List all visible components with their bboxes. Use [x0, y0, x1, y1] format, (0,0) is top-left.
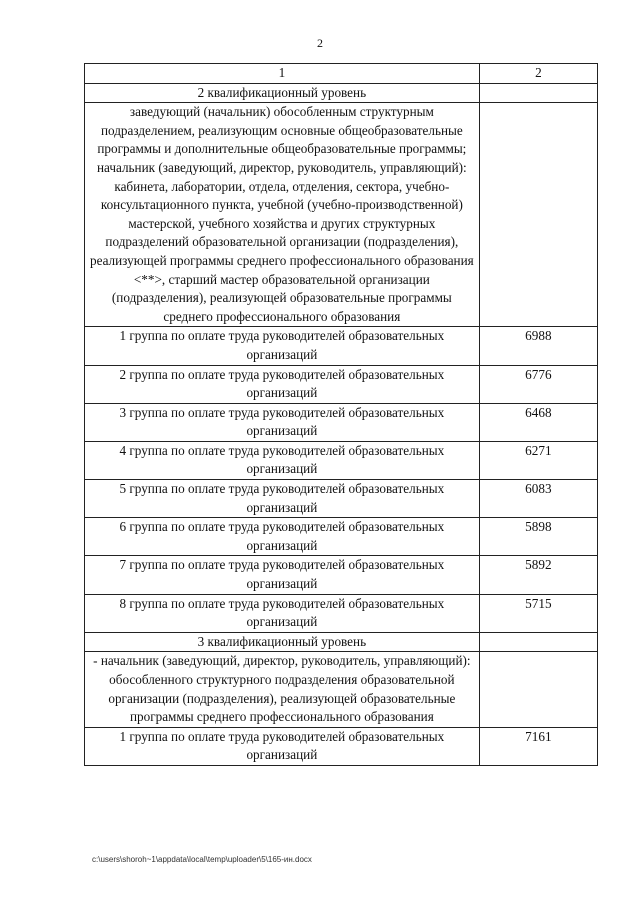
row-value: 6468 [479, 403, 597, 441]
row-label: 1 группа по оплате труда руководителей образовательных организаций [85, 727, 480, 765]
row-value [479, 103, 597, 327]
row-label: 2 группа по оплате труда руководителей образовательных организаций [85, 365, 480, 403]
row-label: - начальник (заведующий, директор, руководитель, управляющий): обособленного структурного подразделения образовательной организации (подразделения), реализующей образовательные программы среднего профессионального образования [85, 652, 480, 727]
row-label: 8 группа по оплате труда руководителей образовательных организаций [85, 594, 480, 632]
table-row [85, 652, 598, 727]
row-value: 6776 [479, 365, 597, 403]
row-value: 7161 [479, 727, 597, 765]
row-value: 5898 [479, 518, 597, 556]
row-label: 7 группа по оплате труда руководителей образовательных организаций [85, 556, 480, 594]
row-value [479, 83, 597, 103]
page-number: 2 [317, 36, 323, 50]
table-row [85, 480, 598, 518]
row-label: 1 группа по оплате труда руководителей образовательных организаций [85, 327, 480, 365]
row-label: 3 квалификационный уровень [85, 632, 480, 652]
row-value: 5892 [479, 556, 597, 594]
table-row [85, 103, 598, 327]
table-row [85, 441, 598, 479]
table-header-row [85, 64, 598, 84]
row-value: 6083 [479, 480, 597, 518]
table-row [85, 594, 598, 632]
row-value [479, 652, 597, 727]
header-cell-col2: 2 [479, 64, 597, 84]
row-label: 6 группа по оплате труда руководителей образовательных организаций [85, 518, 480, 556]
table-row [85, 518, 598, 556]
table-row [85, 327, 598, 365]
row-value: 6271 [479, 441, 597, 479]
row-label: 2 квалификационный уровень [85, 83, 480, 103]
row-value: 5715 [479, 594, 597, 632]
file-path-footer: c:\users\shoroh~1\appdata\local\temp\uploader\5\165-ин.docx [92, 855, 312, 864]
row-label: 4 группа по оплате труда руководителей образовательных организаций [85, 441, 480, 479]
table-row [85, 632, 598, 652]
header-cell-col1: 1 [85, 64, 480, 84]
row-label: 3 группа по оплате труда руководителей образовательных организаций [85, 403, 480, 441]
table-row [85, 403, 598, 441]
table-row [85, 83, 598, 103]
table-row [85, 365, 598, 403]
salary-table [84, 63, 598, 766]
row-label: заведующий (начальник) обособленным структурным подразделением, реализующим основные общеобразовательные программы и дополнительные общеобразовательные программы; начальник (заведующий, директор, руководитель, управляющий): кабинета, лаборатории, отдела, отделения, сектора, учебно-консультационного пункта, учебной (учебно-производственной) мастерской, учебного хозяйства и других структурных подразделений образовательной организации (подразделения), реализующей программы среднего профессионального образования <**>, старший мастер образовательной организации (подразделения), реализующей образовательные программы среднего профессионального образования [85, 103, 480, 327]
row-value: 6988 [479, 327, 597, 365]
row-label: 5 группа по оплате труда руководителей образовательных организаций [85, 480, 480, 518]
table-row [85, 727, 598, 765]
row-value [479, 632, 597, 652]
table-row [85, 556, 598, 594]
